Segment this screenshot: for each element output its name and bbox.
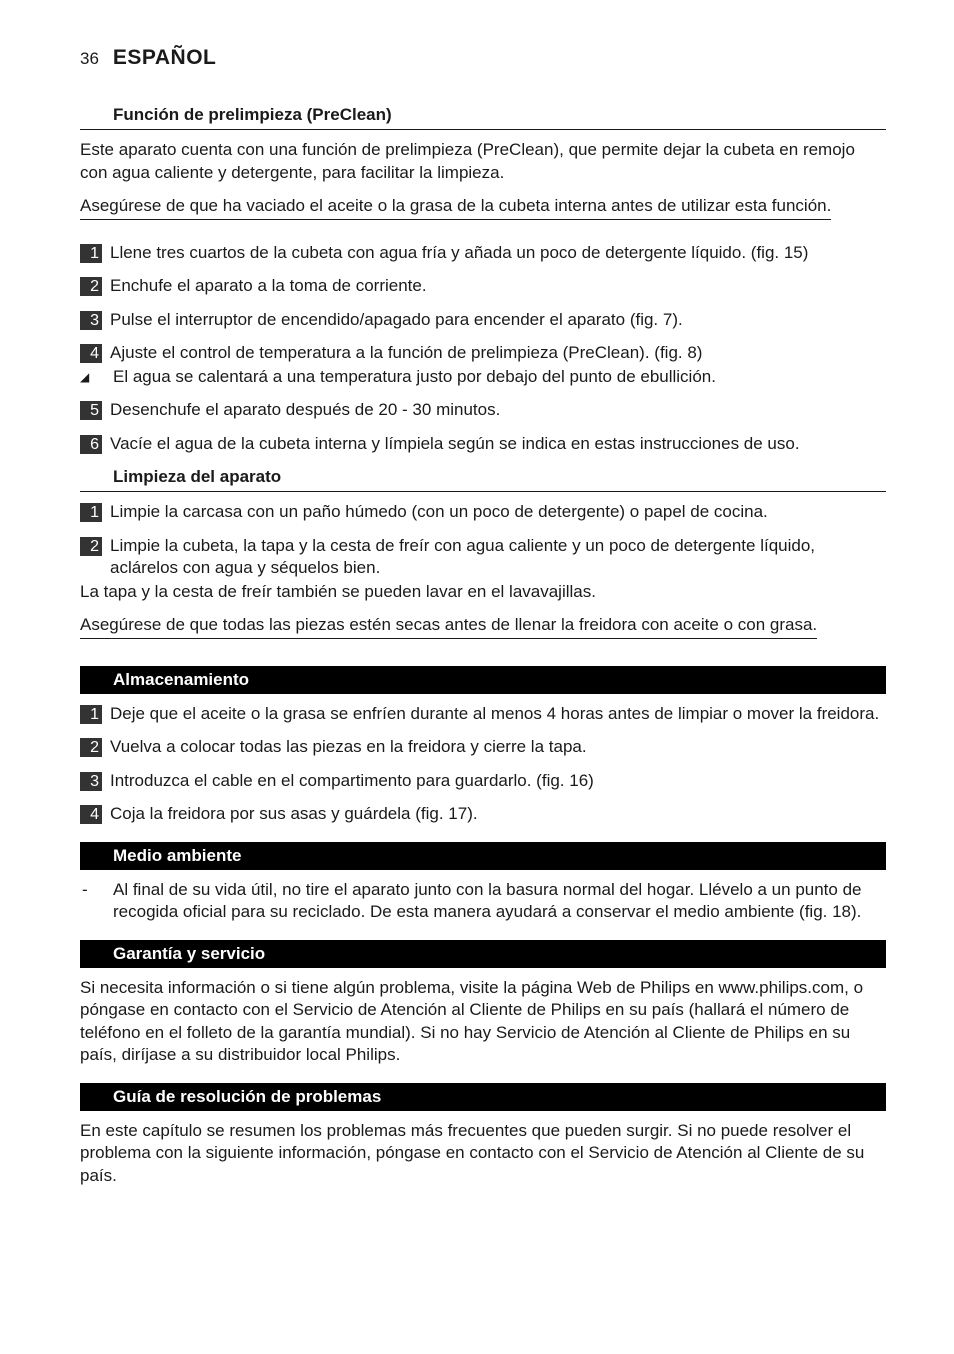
environment-item: [80, 879, 886, 924]
step-number: 4: [80, 805, 102, 824]
preclean-heading: Función de prelimpieza (PreClean): [80, 104, 886, 130]
step-text: Llene tres cuartos de la cubeta con agua fría y añada un poco de detergente líquido. (fig. 15): [110, 242, 809, 262]
cleaning-step-2: [80, 535, 886, 580]
result-arrow-icon: ◢: [80, 369, 90, 384]
step-number: 3: [80, 311, 102, 330]
step-text: Vuelva a colocar todas las piezas en la freidora y cierre la tapa.: [110, 737, 587, 756]
storage-step-4: [80, 803, 886, 826]
warranty-text: Si necesita información o si tiene algún problema, visite la página Web de Philips en www.philips.com, o póngase en contacto con el Servicio de Atención al Cliente de Philips en su país (hallará el número de teléfono en el folleto de la garantía mundial). Si no hay Servicio de Atención al Cliente de Philips en su país, diríjase a su distribuidor local Philips.: [80, 977, 864, 1064]
step-number: 6: [80, 435, 102, 454]
step-text: Desenchufe el aparato después de 20 - 30 minutos.: [110, 400, 501, 419]
troubleshooting-heading: Guía de resolución de problemas: [80, 1083, 886, 1111]
step-number: 1: [80, 503, 102, 522]
step-text: Limpie la cubeta, la tapa y la cesta de freír con agua caliente y un poco de detergente líquido, aclárelos con agua y séquelos bien.: [110, 535, 816, 577]
step-text: Coja la freidora por sus asas y guárdela (fig. 17).: [110, 804, 478, 823]
step-text: Enchufe el aparato a la toma de corriente.: [110, 276, 427, 295]
step-number: 2: [80, 537, 102, 556]
preclean-step-5: [80, 399, 886, 422]
step-text: Introduzca el cable en el compartimento para guardarlo. (fig. 16): [110, 770, 594, 790]
preclean-step-1: [80, 242, 886, 265]
step-number: 1: [80, 244, 102, 263]
storage-heading: Almacenamiento: [80, 666, 886, 694]
step-number: 2: [80, 738, 102, 757]
environment-text: Al final de su vida útil, no tire el aparato junto con la basura normal del hogar. Llévelo a un punto de recogida oficial para su reciclado. De esta manera ayudará a conservar el medio ambiente (fig. 18).: [113, 879, 862, 921]
step-number: 2: [80, 277, 102, 296]
step-number: 1: [80, 705, 102, 724]
preclean-step-4: [80, 342, 886, 365]
cleaning-note: La tapa y la cesta de freír también se pueden lavar en el lavavajillas.: [80, 581, 596, 601]
environment-heading: Medio ambiente: [80, 842, 886, 870]
page-header: [80, 46, 216, 70]
content: [80, 104, 886, 1198]
step-number: 4: [80, 344, 102, 363]
language-title: ESPAÑOL: [112, 46, 217, 69]
storage-step-3: [80, 770, 886, 793]
step-number: 3: [80, 772, 102, 791]
preclean-step-4-result: [80, 366, 886, 389]
step-text: Pulse el interruptor de encendido/apagado para encender el aparato (fig. 7).: [110, 309, 683, 329]
warranty-heading: Garantía y servicio: [80, 940, 886, 968]
cleaning-warning: Asegúrese de que todas las piezas estén secas antes de llenar la freidora con aceite o con grasa.: [80, 614, 817, 639]
dash-bullet: -: [82, 879, 88, 899]
page-number: 36: [80, 49, 99, 68]
preclean-step-2: [80, 275, 886, 298]
preclean-intro: Este aparato cuenta con una función de prelimpieza (PreClean), que permite dejar la cubeta en remojo con agua caliente y detergente, para facilitar la limpieza.: [80, 140, 855, 182]
troubleshooting-text: En este capítulo se resumen los problemas más frecuentes que pueden surgir. Si no puede resolver el problema con la siguiente información, póngase en contacto con el Servicio de Atención al Cliente de su país.: [80, 1120, 865, 1185]
step-text: Vacíe el agua de la cubeta interna y límpiela según se indica en estas instrucciones de uso.: [110, 433, 800, 453]
step-number: 5: [80, 401, 102, 420]
step-text: Deje que el aceite o la grasa se enfríen durante al menos 4 horas antes de limpiar o mover la freidora.: [110, 703, 880, 723]
step-text: Ajuste el control de temperatura a la función de prelimpieza (PreClean). (fig. 8): [110, 343, 703, 362]
preclean-step-6: [80, 433, 886, 456]
cleaning-heading: Limpieza del aparato: [80, 466, 886, 492]
preclean-step-3: [80, 309, 886, 332]
storage-step-1: [80, 703, 886, 726]
cleaning-step-1: [80, 501, 886, 524]
storage-step-2: [80, 736, 886, 759]
preclean-warning: Asegúrese de que ha vaciado el aceite o la grasa de la cubeta interna antes de utilizar esta función.: [80, 195, 831, 220]
step-text: Limpie la carcasa con un paño húmedo (con un poco de detergente) o papel de cocina.: [110, 502, 768, 521]
result-text: El agua se calentará a una temperatura justo por debajo del punto de ebullición.: [113, 366, 716, 386]
